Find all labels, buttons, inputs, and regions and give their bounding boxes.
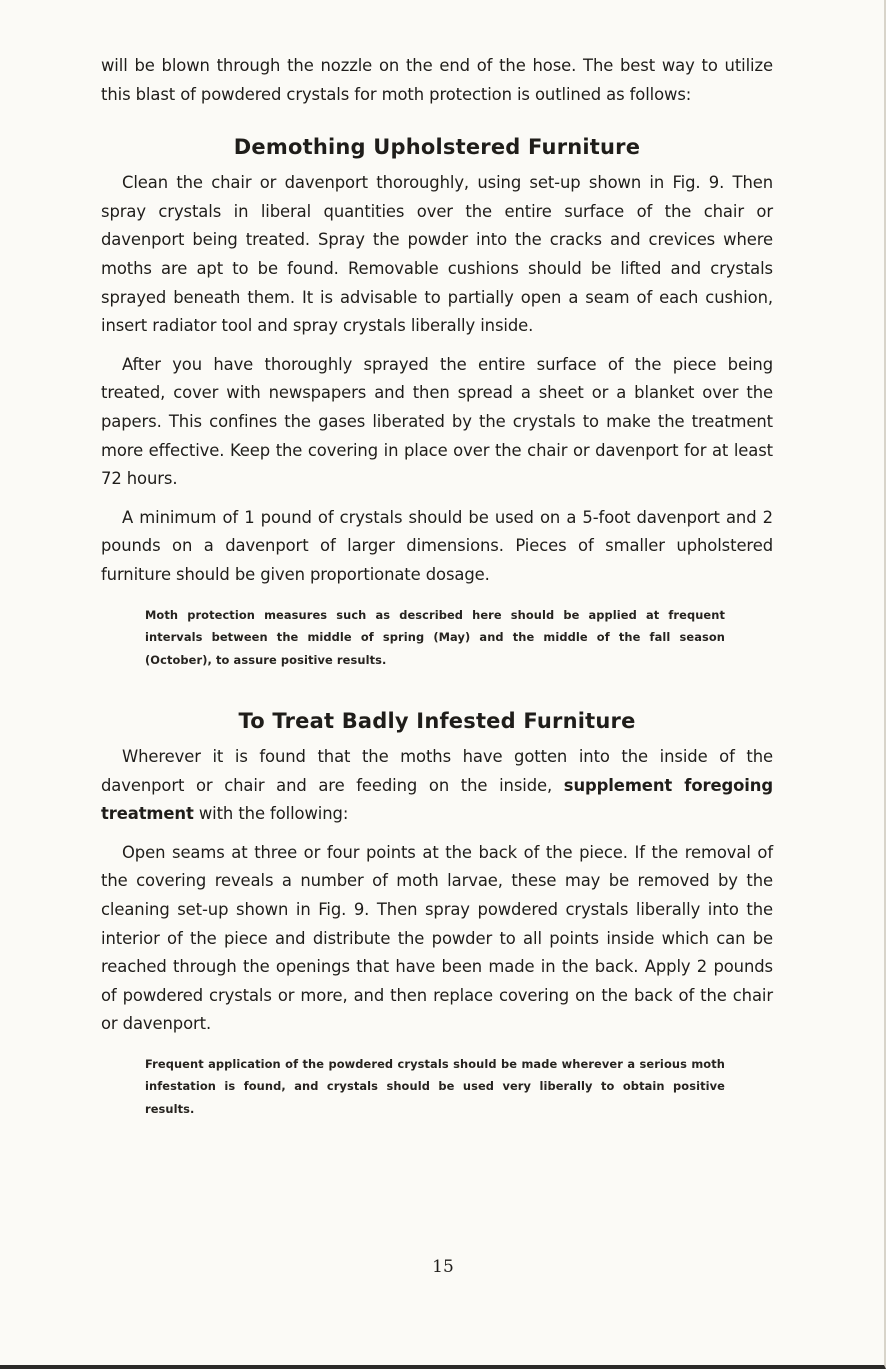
- section-heading-infested: To Treat Badly Infested Furniture: [238, 709, 636, 733]
- note-box: Moth protection measures such as described here should be applied at frequent intervals between the middle of spring (May) and the middle of the fall season (October), to assure positive results.: [145, 607, 725, 667]
- paragraph: A minimum of 1 pound of crystals should be used on a 5-foot davenport and 2 pounds on a davenport of larger dimensions. Pieces of smaller upholstered furniture should be given proportionate dosage.: [101, 507, 773, 584]
- section-heading-demothing: Demothing Upholstered Furniture: [233, 135, 641, 160]
- paragraph-text: with the following:: [193, 804, 349, 824]
- emphasis-text: supplement foregoing treatment: [101, 775, 773, 824]
- paragraph: Open seams at three or four points at the back of the piece. If the removal of the covering reveals a number of moth larvae, these may be removed by the cleaning set-up shown in Fig. 9. Then spray powdered crystals liberally into the interior of the piece and distribute the powder to all points inside which can be reached through the openings that have been made in the back. Apply 2 pounds of powdered crystals or more, and then replace covering on the back of the chair or davenport.: [101, 842, 773, 1034]
- paragraph: [101, 743, 773, 829]
- paragraph-text: Wherever it is found that the moths have gotten into the inside of the davenport or chair and are feeding on the inside,: [101, 747, 773, 795]
- page-number: 15: [432, 1257, 454, 1277]
- paragraph: Clean the chair or davenport thoroughly, using set-up shown in Fig. 9. Then spray crystals in liberal quantities over the entire surface of the chair or davenport being treated. Spray the powder into the cracks and crevices where moths are apt to be found. Removable cushions should be lifted and crystals sprayed beneath them. It is advisable to partially open a seam of each cushion, insert radiator tool and spray crystals liberally inside.: [101, 173, 773, 336]
- note-box: Frequent application of the powdered crystals should be made wherever a serious moth infestation is found, and crystals should be used very liberally to obtain positive results.: [145, 1056, 725, 1116]
- intro-paragraph: will be blown through the nozzle on the end of the hose. The best way to utilize this blast of powdered crystals for moth protection is outlined as follows:: [101, 56, 773, 104]
- paragraph: After you have thoroughly sprayed the entire surface of the piece being treated, cover with newspapers and then spread a sheet or a blanket over the papers. This confines the gases liberated by the crystals to make the treatment more effective. Keep the covering in place over the chair or davenport for at least 72 hours.: [101, 354, 773, 489]
- page-content: [101, 52, 773, 1120]
